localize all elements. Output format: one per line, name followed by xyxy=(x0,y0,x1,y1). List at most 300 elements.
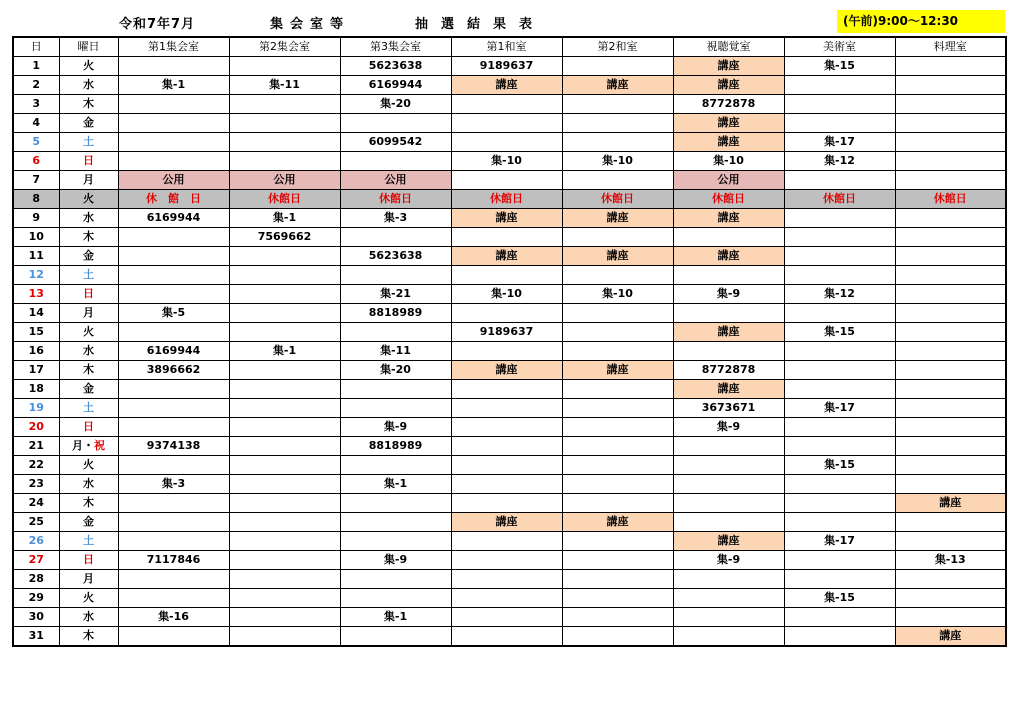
room-cell xyxy=(229,418,340,437)
room-cell: 集-10 xyxy=(562,152,673,171)
room-cell xyxy=(895,304,1006,323)
room-cell xyxy=(562,551,673,570)
room-cell xyxy=(229,627,340,647)
weekday: 木 xyxy=(59,228,118,247)
table-row xyxy=(13,627,1006,647)
day-number: 9 xyxy=(13,209,59,228)
room-cell xyxy=(340,494,451,513)
day-number: 25 xyxy=(13,513,59,532)
room-cell xyxy=(340,114,451,133)
room-cell: 講座 xyxy=(673,57,784,76)
weekday: 水 xyxy=(59,342,118,361)
day-number: 2 xyxy=(13,76,59,95)
room-cell: 集-1 xyxy=(340,475,451,494)
room-cell: 8772878 xyxy=(673,95,784,114)
col-header: 料理室 xyxy=(895,37,1006,57)
room-cell xyxy=(895,475,1006,494)
room-cell xyxy=(895,342,1006,361)
room-cell: 休館日 xyxy=(229,190,340,209)
room-cell xyxy=(118,228,229,247)
room-cell xyxy=(118,285,229,304)
weekday: 木 xyxy=(59,95,118,114)
room-cell: 講座 xyxy=(673,323,784,342)
col-header: 視聴覚室 xyxy=(673,37,784,57)
room-cell: 講座 xyxy=(895,494,1006,513)
weekday: 土 xyxy=(59,133,118,152)
room-cell: 集-1 xyxy=(340,608,451,627)
room-cell xyxy=(451,456,562,475)
weekday: 水 xyxy=(59,209,118,228)
room-cell xyxy=(562,418,673,437)
room-cell xyxy=(229,589,340,608)
room-cell xyxy=(784,266,895,285)
weekday: 水 xyxy=(59,475,118,494)
room-cell xyxy=(784,608,895,627)
room-cell xyxy=(562,494,673,513)
weekday: 日 xyxy=(59,551,118,570)
room-cell xyxy=(784,304,895,323)
table-row xyxy=(13,323,1006,342)
table-row xyxy=(13,285,1006,304)
room-cell xyxy=(451,475,562,494)
room-cell xyxy=(451,380,562,399)
room-cell: 5623638 xyxy=(340,247,451,266)
room-cell xyxy=(784,209,895,228)
room-cell xyxy=(451,627,562,647)
room-cell xyxy=(784,228,895,247)
day-number: 7 xyxy=(13,171,59,190)
room-cell xyxy=(562,95,673,114)
weekday: 金 xyxy=(59,513,118,532)
room-cell: 集-10 xyxy=(673,152,784,171)
room-cell xyxy=(340,228,451,247)
room-cell xyxy=(895,209,1006,228)
room-cell xyxy=(118,57,229,76)
room-cell: 講座 xyxy=(673,133,784,152)
room-cell xyxy=(340,627,451,647)
room-cell xyxy=(229,437,340,456)
table-row xyxy=(13,152,1006,171)
room-cell: 講座 xyxy=(451,209,562,228)
room-cell xyxy=(784,247,895,266)
room-cell xyxy=(673,228,784,247)
room-cell: 講座 xyxy=(673,114,784,133)
room-cell xyxy=(895,76,1006,95)
room-cell xyxy=(895,418,1006,437)
day-number: 21 xyxy=(13,437,59,456)
room-cell xyxy=(673,456,784,475)
weekday: 火 xyxy=(59,589,118,608)
room-cell xyxy=(562,475,673,494)
room-cell xyxy=(562,228,673,247)
room-cell: 講座 xyxy=(562,361,673,380)
weekday: 火 xyxy=(59,57,118,76)
room-cell xyxy=(673,513,784,532)
room-cell xyxy=(673,608,784,627)
room-cell: 集-1 xyxy=(229,209,340,228)
room-cell: 講座 xyxy=(562,247,673,266)
day-number: 22 xyxy=(13,456,59,475)
room-cell xyxy=(562,171,673,190)
room-cell: 集-1 xyxy=(229,342,340,361)
weekday: 土 xyxy=(59,399,118,418)
table-row xyxy=(13,95,1006,114)
day-number: 6 xyxy=(13,152,59,171)
col-header: 第1集会室 xyxy=(118,37,229,57)
col-header: 第3集会室 xyxy=(340,37,451,57)
room-cell xyxy=(895,513,1006,532)
col-header: 第2集会室 xyxy=(229,37,340,57)
room-cell xyxy=(562,57,673,76)
room-cell: 集-9 xyxy=(340,551,451,570)
weekday: 金 xyxy=(59,114,118,133)
room-cell: 公用 xyxy=(673,171,784,190)
room-cell: 集-10 xyxy=(562,285,673,304)
room-cell xyxy=(118,133,229,152)
room-cell xyxy=(451,133,562,152)
weekday: 日 xyxy=(59,152,118,171)
room-cell xyxy=(340,513,451,532)
room-cell xyxy=(451,532,562,551)
room-cell xyxy=(118,95,229,114)
table-row xyxy=(13,608,1006,627)
table-row xyxy=(13,228,1006,247)
room-cell: 講座 xyxy=(451,247,562,266)
room-cell: 7569662 xyxy=(229,228,340,247)
room-cell: 集-12 xyxy=(784,152,895,171)
table-row xyxy=(13,133,1006,152)
day-number: 1 xyxy=(13,57,59,76)
room-cell: 講座 xyxy=(451,513,562,532)
room-cell: 集-20 xyxy=(340,361,451,380)
time-slot-badge: (午前)9:00～12:30 xyxy=(837,10,1005,33)
table-row xyxy=(13,76,1006,95)
room-cell xyxy=(784,95,895,114)
lottery-results-table xyxy=(12,36,1007,647)
room-cell: 公用 xyxy=(340,171,451,190)
room-cell: 8818989 xyxy=(340,437,451,456)
room-cell: 集-9 xyxy=(673,551,784,570)
room-cell xyxy=(229,532,340,551)
room-cell: 集-15 xyxy=(784,323,895,342)
day-number: 31 xyxy=(13,627,59,647)
day-number: 8 xyxy=(13,190,59,209)
day-number: 16 xyxy=(13,342,59,361)
weekday: 木 xyxy=(59,627,118,647)
weekday: 金 xyxy=(59,380,118,399)
day-number: 11 xyxy=(13,247,59,266)
room-cell: 休館日 xyxy=(562,190,673,209)
table-row xyxy=(13,570,1006,589)
room-cell: 公用 xyxy=(229,171,340,190)
room-cell xyxy=(451,608,562,627)
day-number: 26 xyxy=(13,532,59,551)
room-cell: 講座 xyxy=(451,361,562,380)
room-cell: 集-15 xyxy=(784,57,895,76)
room-cell: 休館日 xyxy=(451,190,562,209)
room-cell: 集-20 xyxy=(340,95,451,114)
room-cell xyxy=(340,380,451,399)
weekday: 日 xyxy=(59,285,118,304)
room-cell xyxy=(451,570,562,589)
weekday: 月 xyxy=(59,570,118,589)
room-cell xyxy=(673,266,784,285)
room-cell xyxy=(118,152,229,171)
room-cell: 9189637 xyxy=(451,57,562,76)
room-cell xyxy=(673,342,784,361)
room-cell xyxy=(562,114,673,133)
room-cell xyxy=(895,152,1006,171)
room-cell: 集-9 xyxy=(673,285,784,304)
room-cell: 7117846 xyxy=(118,551,229,570)
day-number: 28 xyxy=(13,570,59,589)
room-cell xyxy=(562,133,673,152)
day-number: 10 xyxy=(13,228,59,247)
room-cell xyxy=(784,494,895,513)
room-cell xyxy=(673,475,784,494)
room-cell xyxy=(451,437,562,456)
room-cell xyxy=(562,399,673,418)
room-cell xyxy=(895,570,1006,589)
room-cell: 3673671 xyxy=(673,399,784,418)
table-row xyxy=(13,114,1006,133)
results-heading: 抽選結果表 xyxy=(415,17,546,32)
day-number: 5 xyxy=(13,133,59,152)
room-cell xyxy=(895,114,1006,133)
room-cell xyxy=(562,437,673,456)
day-number: 19 xyxy=(13,399,59,418)
table-row xyxy=(13,380,1006,399)
table-row xyxy=(13,399,1006,418)
room-cell xyxy=(562,589,673,608)
room-cell: 集-5 xyxy=(118,304,229,323)
room-cell xyxy=(118,418,229,437)
weekday: 月 xyxy=(59,304,118,323)
room-cell xyxy=(118,323,229,342)
room-cell xyxy=(562,380,673,399)
room-cell xyxy=(562,342,673,361)
room-cell: 3896662 xyxy=(118,361,229,380)
room-cell xyxy=(784,627,895,647)
header-row xyxy=(13,37,1006,57)
room-cell: 講座 xyxy=(673,247,784,266)
day-number: 18 xyxy=(13,380,59,399)
table-row xyxy=(13,456,1006,475)
room-cell xyxy=(229,399,340,418)
day-number: 27 xyxy=(13,551,59,570)
weekday: 土 xyxy=(59,266,118,285)
room-cell xyxy=(340,570,451,589)
room-cell xyxy=(229,114,340,133)
room-cell xyxy=(784,437,895,456)
room-cell xyxy=(340,532,451,551)
room-cell xyxy=(895,57,1006,76)
col-header: 日 xyxy=(13,37,59,57)
room-cell xyxy=(340,152,451,171)
room-cell: 集-10 xyxy=(451,152,562,171)
room-cell xyxy=(784,76,895,95)
room-cell xyxy=(340,399,451,418)
col-header: 第2和室 xyxy=(562,37,673,57)
room-cell xyxy=(562,266,673,285)
room-cell xyxy=(451,342,562,361)
room-cell: 集-21 xyxy=(340,285,451,304)
room-cell xyxy=(118,456,229,475)
room-cell xyxy=(895,285,1006,304)
weekday: 火 xyxy=(59,190,118,209)
room-cell: 集-11 xyxy=(340,342,451,361)
room-cell: 5623638 xyxy=(340,57,451,76)
room-cell xyxy=(451,494,562,513)
room-cell: 休館日 xyxy=(673,190,784,209)
room-cell xyxy=(229,247,340,266)
room-cell xyxy=(784,380,895,399)
col-header: 曜日 xyxy=(59,37,118,57)
room-cell: 9189637 xyxy=(451,323,562,342)
room-cell xyxy=(118,627,229,647)
room-cell xyxy=(895,532,1006,551)
room-cell xyxy=(118,266,229,285)
table-row xyxy=(13,494,1006,513)
table-row xyxy=(13,437,1006,456)
room-cell xyxy=(451,266,562,285)
room-cell xyxy=(673,304,784,323)
weekday: 木 xyxy=(59,494,118,513)
room-cell xyxy=(562,570,673,589)
room-cell xyxy=(895,456,1006,475)
room-cell xyxy=(784,570,895,589)
room-cell xyxy=(340,266,451,285)
table-row xyxy=(13,551,1006,570)
room-cell xyxy=(229,152,340,171)
room-cell xyxy=(451,114,562,133)
room-cell: 休館日 xyxy=(895,190,1006,209)
day-number: 17 xyxy=(13,361,59,380)
room-cell: 講座 xyxy=(562,209,673,228)
room-cell xyxy=(784,475,895,494)
day-number: 4 xyxy=(13,114,59,133)
room-cell xyxy=(451,551,562,570)
room-cell xyxy=(895,247,1006,266)
room-cell: 講座 xyxy=(673,76,784,95)
room-cell xyxy=(895,437,1006,456)
room-cell: 講座 xyxy=(562,76,673,95)
table-row xyxy=(13,342,1006,361)
room-cell xyxy=(229,285,340,304)
room-cell xyxy=(895,266,1006,285)
room-cell xyxy=(229,513,340,532)
room-cell: 講座 xyxy=(673,380,784,399)
room-cell xyxy=(673,494,784,513)
day-number: 15 xyxy=(13,323,59,342)
room-cell xyxy=(895,323,1006,342)
room-cell xyxy=(229,475,340,494)
room-cell xyxy=(340,589,451,608)
room-cell xyxy=(451,418,562,437)
room-cell xyxy=(784,114,895,133)
day-number: 3 xyxy=(13,95,59,114)
room-cell xyxy=(118,399,229,418)
day-number: 30 xyxy=(13,608,59,627)
room-cell xyxy=(451,228,562,247)
table-row xyxy=(13,361,1006,380)
table-row xyxy=(13,513,1006,532)
room-cell: 9374138 xyxy=(118,437,229,456)
room-cell xyxy=(229,133,340,152)
table-row xyxy=(13,304,1006,323)
room-cell xyxy=(451,399,562,418)
room-cell xyxy=(895,589,1006,608)
table-row xyxy=(13,247,1006,266)
room-cell xyxy=(118,114,229,133)
room-cell xyxy=(895,171,1006,190)
room-cell xyxy=(229,95,340,114)
room-cell: 6169944 xyxy=(340,76,451,95)
weekday: 火 xyxy=(59,456,118,475)
weekday: 木 xyxy=(59,361,118,380)
room-cell xyxy=(229,608,340,627)
table-row xyxy=(13,475,1006,494)
room-cell: 集-12 xyxy=(784,285,895,304)
day-number: 23 xyxy=(13,475,59,494)
room-cell xyxy=(451,171,562,190)
room-cell: 6169944 xyxy=(118,209,229,228)
room-cell: 集-3 xyxy=(118,475,229,494)
page-title: 令和7年7月 xyxy=(119,17,196,32)
weekday: 土 xyxy=(59,532,118,551)
room-cell: 6099542 xyxy=(340,133,451,152)
room-cell: 集-17 xyxy=(784,133,895,152)
room-cell xyxy=(562,304,673,323)
col-header: 美術室 xyxy=(784,37,895,57)
room-cell: 講座 xyxy=(895,627,1006,647)
table-row xyxy=(13,532,1006,551)
room-cell xyxy=(451,304,562,323)
room-cell: 講座 xyxy=(451,76,562,95)
room-cell xyxy=(340,323,451,342)
table-row xyxy=(13,190,1006,209)
room-cell: 8818989 xyxy=(340,304,451,323)
room-cell: 集-17 xyxy=(784,532,895,551)
day-number: 14 xyxy=(13,304,59,323)
room-cell xyxy=(229,551,340,570)
room-cell xyxy=(562,456,673,475)
room-cell xyxy=(229,456,340,475)
room-cell xyxy=(118,380,229,399)
room-cell xyxy=(118,570,229,589)
room-cell xyxy=(784,513,895,532)
room-cell xyxy=(229,361,340,380)
room-cell: 集-16 xyxy=(118,608,229,627)
room-cell xyxy=(784,361,895,380)
room-cell xyxy=(673,437,784,456)
room-cell xyxy=(562,323,673,342)
room-cell: 集-17 xyxy=(784,399,895,418)
room-cell: 8772878 xyxy=(673,361,784,380)
table-row xyxy=(13,589,1006,608)
room-cell: 集-1 xyxy=(118,76,229,95)
room-cell xyxy=(562,532,673,551)
room-cell xyxy=(118,589,229,608)
table-row xyxy=(13,266,1006,285)
room-cell xyxy=(229,380,340,399)
room-cell: 集-15 xyxy=(784,589,895,608)
room-cell: 集-15 xyxy=(784,456,895,475)
room-cell: 公用 xyxy=(118,171,229,190)
room-cell xyxy=(229,570,340,589)
room-cell: 集-13 xyxy=(895,551,1006,570)
day-number: 12 xyxy=(13,266,59,285)
